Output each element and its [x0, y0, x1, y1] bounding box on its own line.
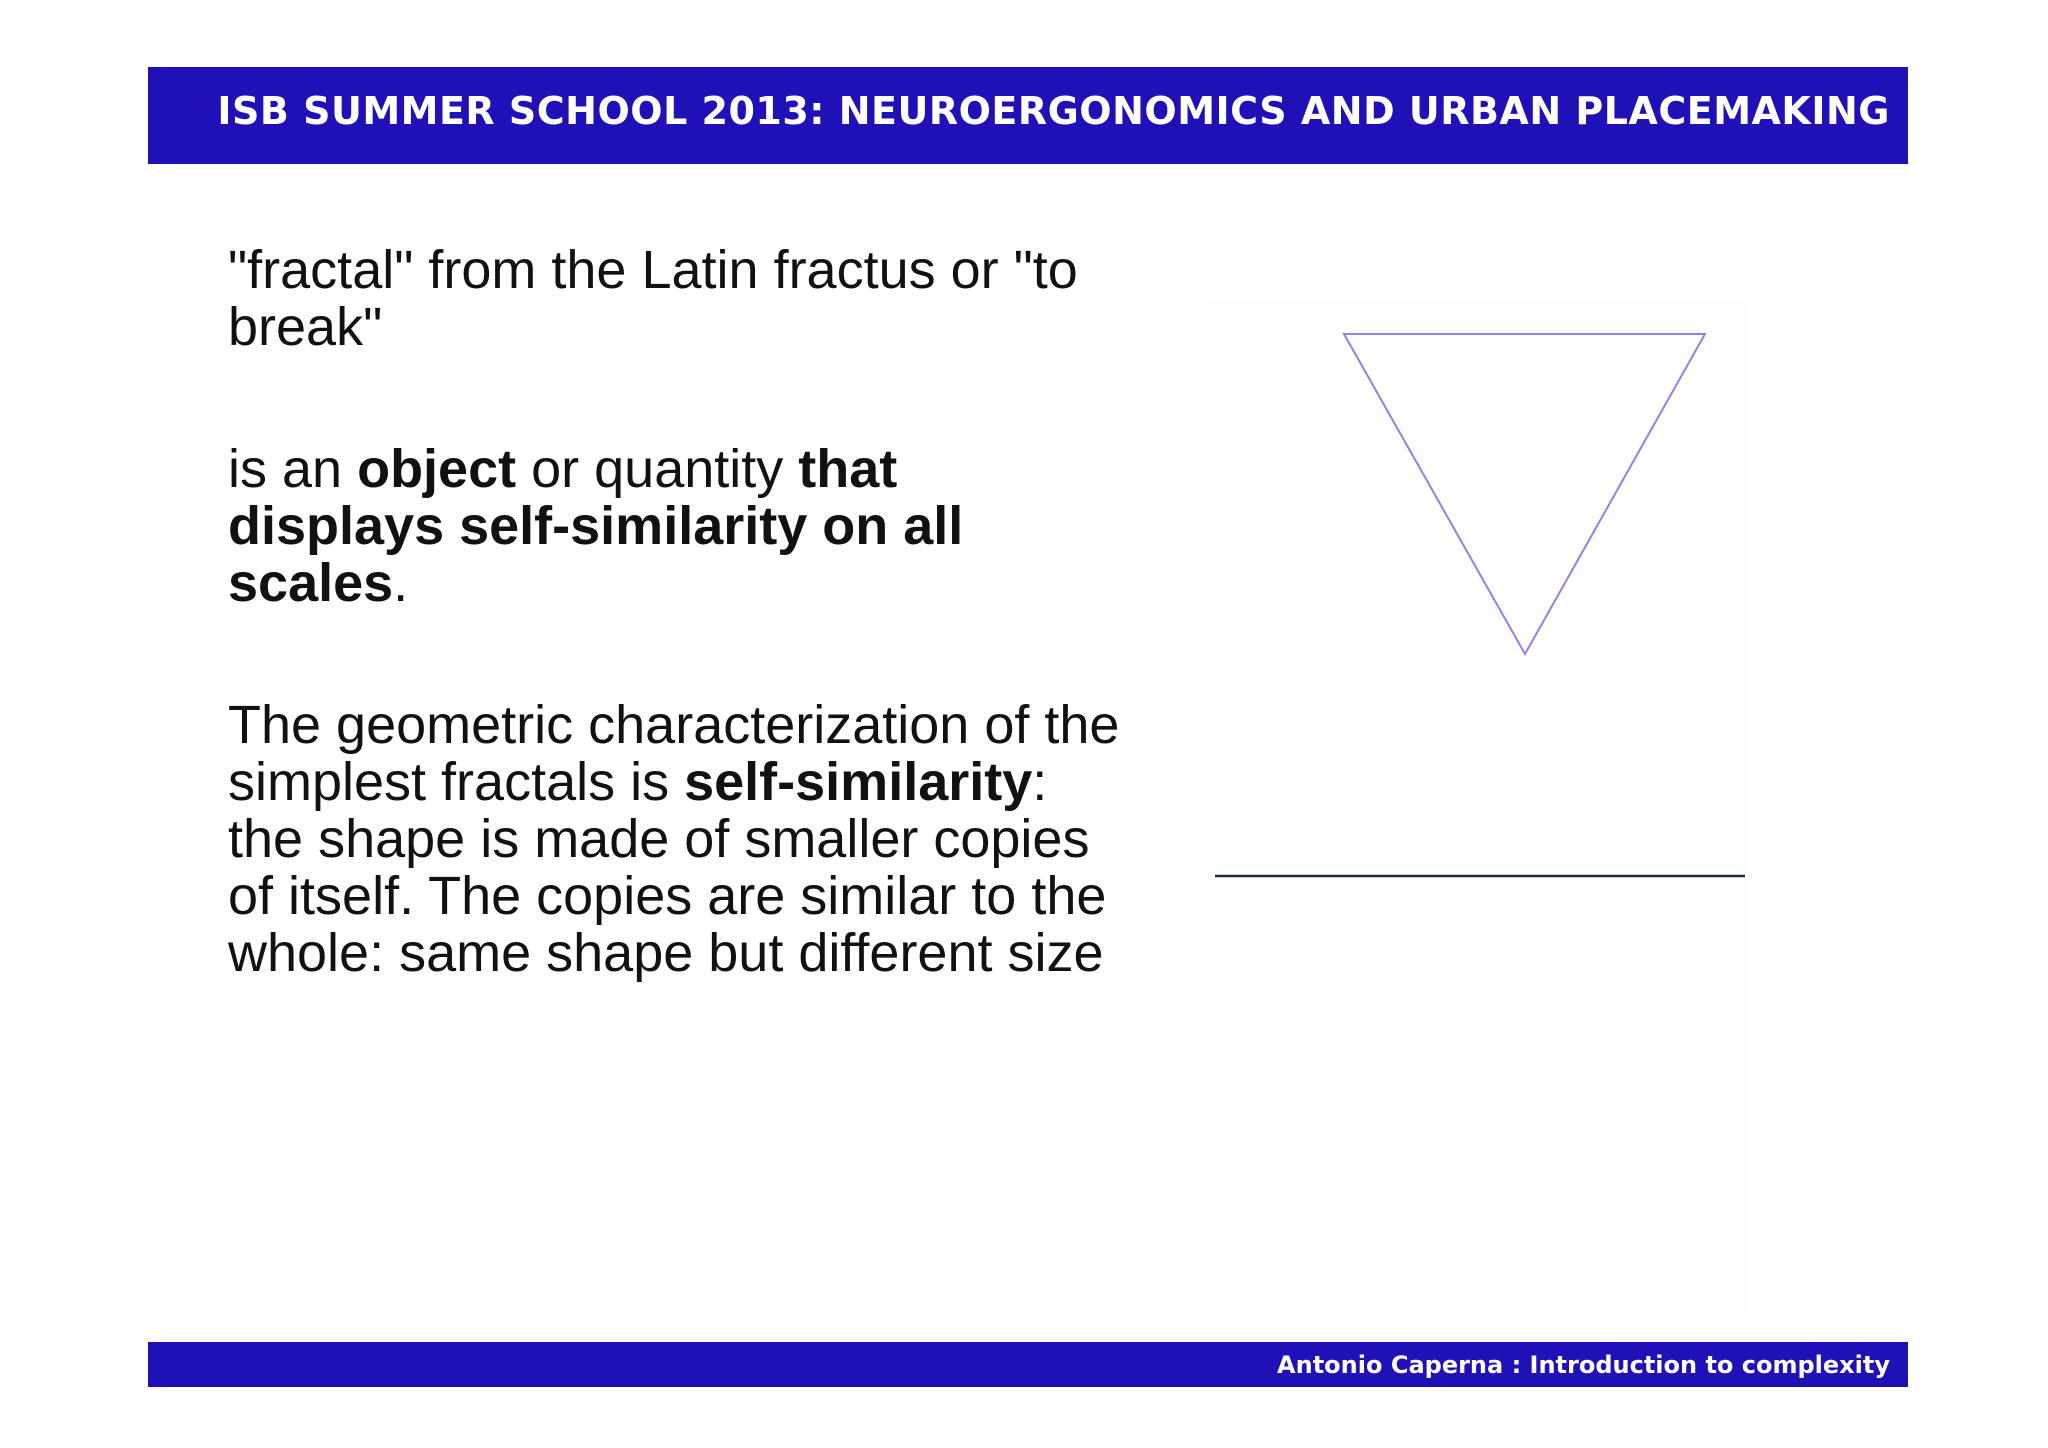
- inverted-triangle-shape: [1344, 334, 1705, 654]
- fractal-etymology-paragraph: [228, 242, 1128, 356]
- characterization-bold-self-similarity: self-similarity: [684, 752, 1033, 812]
- fractal-definition-paragraph: [228, 441, 1128, 612]
- definition-text-2: or quantity: [516, 439, 799, 499]
- characterization-text-1: The geometric characterization of the simplest fractals is: [228, 695, 1120, 812]
- fractal-figure: [1208, 300, 1748, 1310]
- header-title: ISB SUMMER SCHOOL 2013: NEUROERGONOMICS AND URBAN PLACEMAKING: [217, 89, 1890, 133]
- definition-text-1: is an: [228, 439, 358, 499]
- fractal-figure-panel: [1208, 300, 1748, 1310]
- fractal-etymology-text: "fractal" from the Latin fractus or "to break": [228, 240, 1078, 357]
- footer-author-title: Antonio Caperna : Introduction to complexity: [1277, 1351, 1890, 1379]
- definition-bold-object: object: [357, 439, 517, 499]
- slide-body-text: [228, 242, 1128, 982]
- footer-bar: [148, 1342, 1908, 1387]
- definition-bold-self-similarity: that displays self-similarity on all scales: [228, 439, 964, 613]
- geometric-characterization-paragraph: [228, 697, 1128, 982]
- definition-text-3: .: [393, 553, 409, 613]
- characterization-text-2: : the shape is made of smaller copies of itself. The copies are similar to the whole: same shape but different size: [228, 752, 1107, 983]
- header-bar: [148, 67, 1908, 164]
